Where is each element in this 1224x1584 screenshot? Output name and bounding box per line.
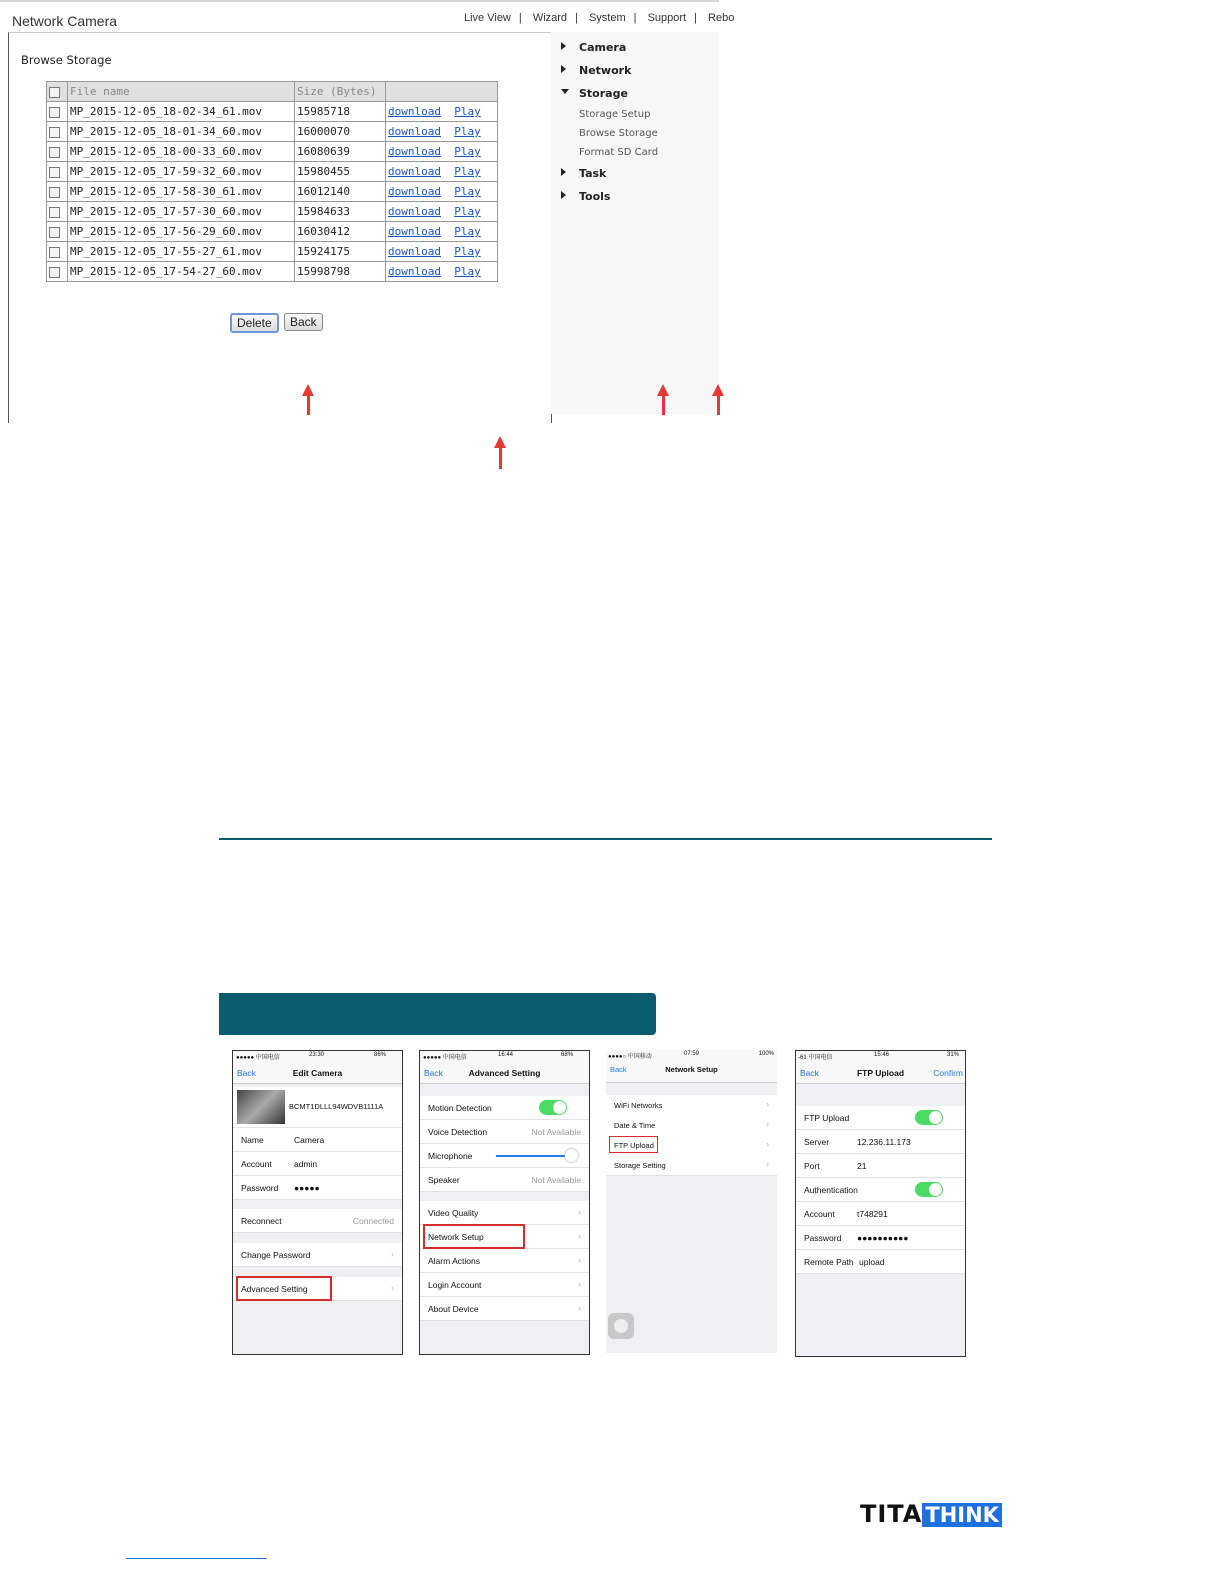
download-link[interactable]: download (388, 265, 441, 278)
delete-button[interactable]: Delete (230, 313, 279, 333)
chevron-right-icon: › (578, 1207, 581, 1217)
sidebar-item-storage[interactable]: Storage (579, 87, 628, 100)
row-checkbox[interactable] (49, 267, 60, 278)
file-name-cell: MP_2015-12-05_17-57-30_60.mov (68, 202, 295, 222)
expand-arrow-icon (561, 42, 566, 50)
back-button[interactable]: Back (610, 1065, 627, 1074)
screen-title: Advanced Setting (468, 1068, 541, 1078)
password-label: Password (241, 1183, 279, 1193)
download-link[interactable]: download (388, 245, 441, 258)
table-row (47, 122, 498, 142)
voice-row (420, 1120, 589, 1144)
download-link[interactable]: download (388, 145, 441, 158)
file-size-cell: 15985718 (295, 102, 386, 122)
file-name-cell: MP_2015-12-05_18-00-33_60.mov (68, 142, 295, 162)
logo-text-1: TITA (860, 1500, 923, 1528)
row-checkbox[interactable] (49, 187, 60, 198)
phone-ftp-upload (795, 1050, 966, 1357)
advanced-setting-label: Advanced Setting (241, 1284, 308, 1294)
file-name-cell: MP_2015-12-05_17-54-27_60.mov (68, 262, 295, 282)
row-checkbox[interactable] (49, 207, 60, 218)
motion-toggle[interactable] (539, 1100, 567, 1115)
account-row[interactable] (233, 1152, 402, 1176)
sidebar-item-tools[interactable]: Tools (579, 190, 611, 203)
microphone-label: Microphone (428, 1151, 473, 1161)
password-field[interactable]: ●●●●●●●●●● (857, 1233, 909, 1243)
ftp-toggle-row (796, 1106, 965, 1130)
expand-arrow-icon (561, 65, 566, 73)
expand-arrow-icon (561, 168, 566, 176)
auth-row (796, 1178, 965, 1202)
password-row[interactable] (233, 1176, 402, 1200)
assistive-touch-icon[interactable] (608, 1313, 634, 1339)
ftp-upload-label: FTP Upload (614, 1141, 654, 1150)
chevron-right-icon: › (391, 1283, 394, 1293)
slider-thumb[interactable] (565, 1149, 578, 1162)
video-quality-row[interactable] (420, 1201, 589, 1225)
change-password-row[interactable] (233, 1243, 402, 1267)
file-name-cell: MP_2015-12-05_18-01-34_60.mov (68, 122, 295, 142)
download-link[interactable]: download (388, 205, 441, 218)
status-time: 15:46 (874, 1052, 890, 1058)
camera-thumbnail (237, 1090, 285, 1124)
status-bar (796, 1051, 965, 1061)
remote-path-row[interactable] (796, 1250, 965, 1274)
port-label: Port (804, 1161, 820, 1171)
status-time: 07:59 (684, 1051, 700, 1057)
row-checkbox[interactable] (49, 107, 60, 118)
nav-support[interactable]: Support (647, 12, 687, 24)
name-label: Name (241, 1135, 264, 1145)
file-size-cell: 16012140 (295, 182, 386, 202)
table-row (47, 182, 498, 202)
row-checkbox[interactable] (49, 227, 60, 238)
ftp-upload-label: FTP Upload (804, 1113, 850, 1123)
alarm-actions-row[interactable] (420, 1249, 589, 1273)
highlight-box (236, 1276, 332, 1301)
server-row[interactable] (796, 1130, 965, 1154)
voice-status: Not Available (531, 1127, 581, 1137)
account-label: Account (804, 1209, 835, 1219)
date-time-label: Date & Time (614, 1121, 656, 1130)
file-name-cell: MP_2015-12-05_17-58-30_61.mov (68, 182, 295, 202)
status-battery: 31% (946, 1052, 959, 1058)
alarm-actions-label: Alarm Actions (428, 1256, 480, 1266)
speaker-status: Not Available (531, 1175, 581, 1185)
collapse-arrow-icon (561, 89, 569, 94)
login-account-row[interactable] (420, 1273, 589, 1297)
remote-path-label: Remote Path (804, 1257, 854, 1267)
section-divider (219, 838, 992, 840)
wifi-networks-row[interactable] (606, 1095, 777, 1116)
brand-title: Network Camera (12, 13, 118, 29)
remote-path-field[interactable]: upload (859, 1257, 885, 1267)
phone-advanced-setting (419, 1050, 590, 1355)
table-row (47, 102, 498, 122)
network-setup-label: Network Setup (428, 1232, 484, 1242)
screen-title: FTP Upload (856, 1068, 905, 1078)
server-field[interactable]: 12.236.11.173 (857, 1137, 911, 1147)
reconnect-status: Connected (352, 1216, 394, 1226)
row-checkbox[interactable] (49, 147, 60, 158)
nav-bar (233, 1061, 402, 1084)
nav-bar (606, 1060, 777, 1083)
file-size-cell: 15980455 (295, 162, 386, 182)
file-size-cell: 15998798 (295, 262, 386, 282)
chevron-right-icon: › (578, 1303, 581, 1313)
server-label: Server (804, 1137, 830, 1147)
name-value[interactable]: Camera (294, 1135, 325, 1145)
nav-bar (420, 1061, 589, 1084)
play-link[interactable]: Play (454, 185, 481, 198)
authentication-toggle[interactable] (915, 1182, 943, 1197)
nav-live-view[interactable]: Live View (464, 12, 511, 24)
phone-edit-camera (232, 1050, 403, 1355)
date-time-row[interactable] (606, 1115, 777, 1136)
table-row (47, 142, 498, 162)
file-size-cell: 16080639 (295, 142, 386, 162)
sidebar-item-camera[interactable]: Camera (579, 41, 627, 54)
confirm-button[interactable]: Confirm (933, 1068, 963, 1078)
status-bar (420, 1051, 589, 1061)
chevron-right-icon: › (578, 1279, 581, 1289)
play-link[interactable]: Play (454, 265, 481, 278)
back-button[interactable]: Back (800, 1068, 819, 1078)
play-link[interactable]: Play (454, 205, 481, 218)
motion-row (420, 1096, 589, 1120)
microphone-slider[interactable] (496, 1155, 572, 1157)
header-file-name: File name (68, 82, 295, 102)
screen-title: Edit Camera (292, 1068, 343, 1078)
sidebar-item-network[interactable]: Network (579, 64, 632, 77)
download-link[interactable]: download (388, 165, 441, 178)
row-checkbox[interactable] (49, 127, 60, 138)
login-account-label: Login Account (428, 1280, 482, 1290)
back-button[interactable]: Back (284, 313, 323, 331)
sidebar-sub-storage-setup[interactable]: Storage Setup (579, 109, 651, 120)
table-row (47, 202, 498, 222)
file-size-cell: 15924175 (295, 242, 386, 262)
section-banner (219, 993, 656, 1035)
sidebar-sub-format-sd[interactable]: Format SD Card (579, 147, 659, 158)
footer-link-underline (126, 1558, 267, 1559)
expand-arrow-icon (561, 191, 566, 199)
nav-reboot[interactable]: Rebo (708, 12, 735, 24)
nav-wizard[interactable]: Wizard (532, 12, 568, 24)
table-row (47, 242, 498, 262)
sidebar (551, 32, 719, 414)
change-password-label: Change Password (241, 1250, 311, 1260)
play-link[interactable]: Play (454, 245, 481, 258)
table-row (47, 222, 498, 242)
status-bar (606, 1050, 777, 1060)
download-link[interactable]: download (388, 185, 441, 198)
play-link[interactable]: Play (454, 225, 481, 238)
phone-network-setup (606, 1050, 777, 1353)
chevron-right-icon: › (766, 1099, 769, 1109)
file-name-cell: MP_2015-12-05_17-55-27_61.mov (68, 242, 295, 262)
download-link[interactable]: download (388, 125, 441, 138)
status-time: 23:30 (309, 1052, 325, 1058)
highlight-box (423, 1224, 525, 1249)
ftp-upload-toggle[interactable] (915, 1110, 943, 1125)
top-nav: Live View | Wizard | System | Support | Rebo (464, 12, 735, 24)
back-button[interactable]: Back (424, 1068, 443, 1078)
status-carrier: -61 中国电信 (798, 1055, 833, 1061)
file-table (46, 81, 498, 282)
voice-label: Voice Detection (428, 1127, 488, 1137)
top-bar (0, 0, 735, 34)
password-row[interactable] (796, 1226, 965, 1250)
port-row[interactable] (796, 1154, 965, 1178)
select-all-checkbox[interactable] (49, 87, 60, 98)
file-size-cell: 16030412 (295, 222, 386, 242)
file-size-cell: 15984633 (295, 202, 386, 222)
device-id: BCMT1DLLL94WDVB1111A (289, 1102, 384, 1111)
chevron-right-icon: › (766, 1159, 769, 1169)
video-quality-label: Video Quality (428, 1208, 479, 1218)
status-carrier: ●●●●○ 中国移动 (608, 1054, 652, 1060)
microphone-row (420, 1144, 589, 1168)
file-name-cell: MP_2015-12-05_18-02-34_61.mov (68, 102, 295, 122)
file-size-cell: 16000070 (295, 122, 386, 142)
status-battery: 86% (373, 1052, 386, 1058)
web-ui-screenshot (0, 0, 735, 414)
account-row[interactable] (796, 1202, 965, 1226)
speaker-row (420, 1168, 589, 1192)
status-time: 16:44 (498, 1052, 514, 1058)
motion-label: Motion Detection (428, 1103, 492, 1113)
header-size: Size (Bytes) (295, 82, 386, 102)
chevron-right-icon: › (578, 1231, 581, 1241)
status-battery: 100% (758, 1051, 774, 1057)
status-battery: 68% (560, 1052, 573, 1058)
row-checkbox[interactable] (49, 167, 60, 178)
speaker-label: Speaker (428, 1175, 460, 1185)
play-link[interactable]: Play (454, 125, 481, 138)
status-carrier: ●●●●● 中国电信 (423, 1055, 467, 1061)
password-value[interactable]: ●●●●● (294, 1183, 320, 1193)
play-link[interactable]: Play (454, 105, 481, 118)
device-row (233, 1087, 402, 1128)
about-device-row[interactable] (420, 1297, 589, 1321)
main-content (8, 32, 552, 414)
highlight-box (609, 1136, 658, 1153)
file-name-cell: MP_2015-12-05_17-56-29_60.mov (68, 222, 295, 242)
about-device-label: About Device (428, 1304, 479, 1314)
back-button[interactable]: Back (237, 1068, 256, 1078)
titathink-logo (860, 1500, 1002, 1526)
authentication-label: Authentication (804, 1185, 858, 1195)
sidebar-sub-browse-storage[interactable]: Browse Storage (579, 128, 658, 139)
status-carrier: ●●●●● 中国电信 (236, 1055, 280, 1061)
wifi-networks-label: WiFi Networks (614, 1101, 663, 1110)
file-name-cell: MP_2015-12-05_17-59-32_60.mov (68, 162, 295, 182)
name-row[interactable] (233, 1128, 402, 1152)
storage-setting-row[interactable] (606, 1155, 777, 1176)
sidebar-item-task[interactable]: Task (579, 167, 607, 180)
nav-bar (796, 1061, 965, 1084)
account-value[interactable]: admin (294, 1159, 318, 1169)
table-row (47, 162, 498, 182)
page-title: Browse Storage (21, 53, 112, 67)
storage-setting-label: Storage Setting (614, 1161, 666, 1170)
screen-title: Network Setup (665, 1065, 718, 1074)
reconnect-label: Reconnect (241, 1216, 282, 1226)
account-label: Account (241, 1159, 272, 1169)
logo-text-2: THINK (922, 1503, 1002, 1527)
play-link[interactable]: Play (454, 145, 481, 158)
download-link[interactable]: download (388, 105, 441, 118)
account-field[interactable]: t748291 (857, 1209, 888, 1219)
port-field[interactable]: 21 (857, 1161, 867, 1171)
nav-system[interactable]: System (588, 12, 626, 24)
chevron-right-icon: › (766, 1139, 769, 1149)
chevron-right-icon: › (766, 1119, 769, 1129)
play-link[interactable]: Play (454, 165, 481, 178)
table-row (47, 262, 498, 282)
table-header (47, 82, 498, 102)
row-checkbox[interactable] (49, 247, 60, 258)
chevron-right-icon: › (578, 1255, 581, 1265)
password-label: Password (804, 1233, 842, 1243)
reconnect-row[interactable] (233, 1209, 402, 1233)
download-link[interactable]: download (388, 225, 441, 238)
chevron-right-icon: › (391, 1249, 394, 1259)
status-bar (233, 1051, 402, 1061)
